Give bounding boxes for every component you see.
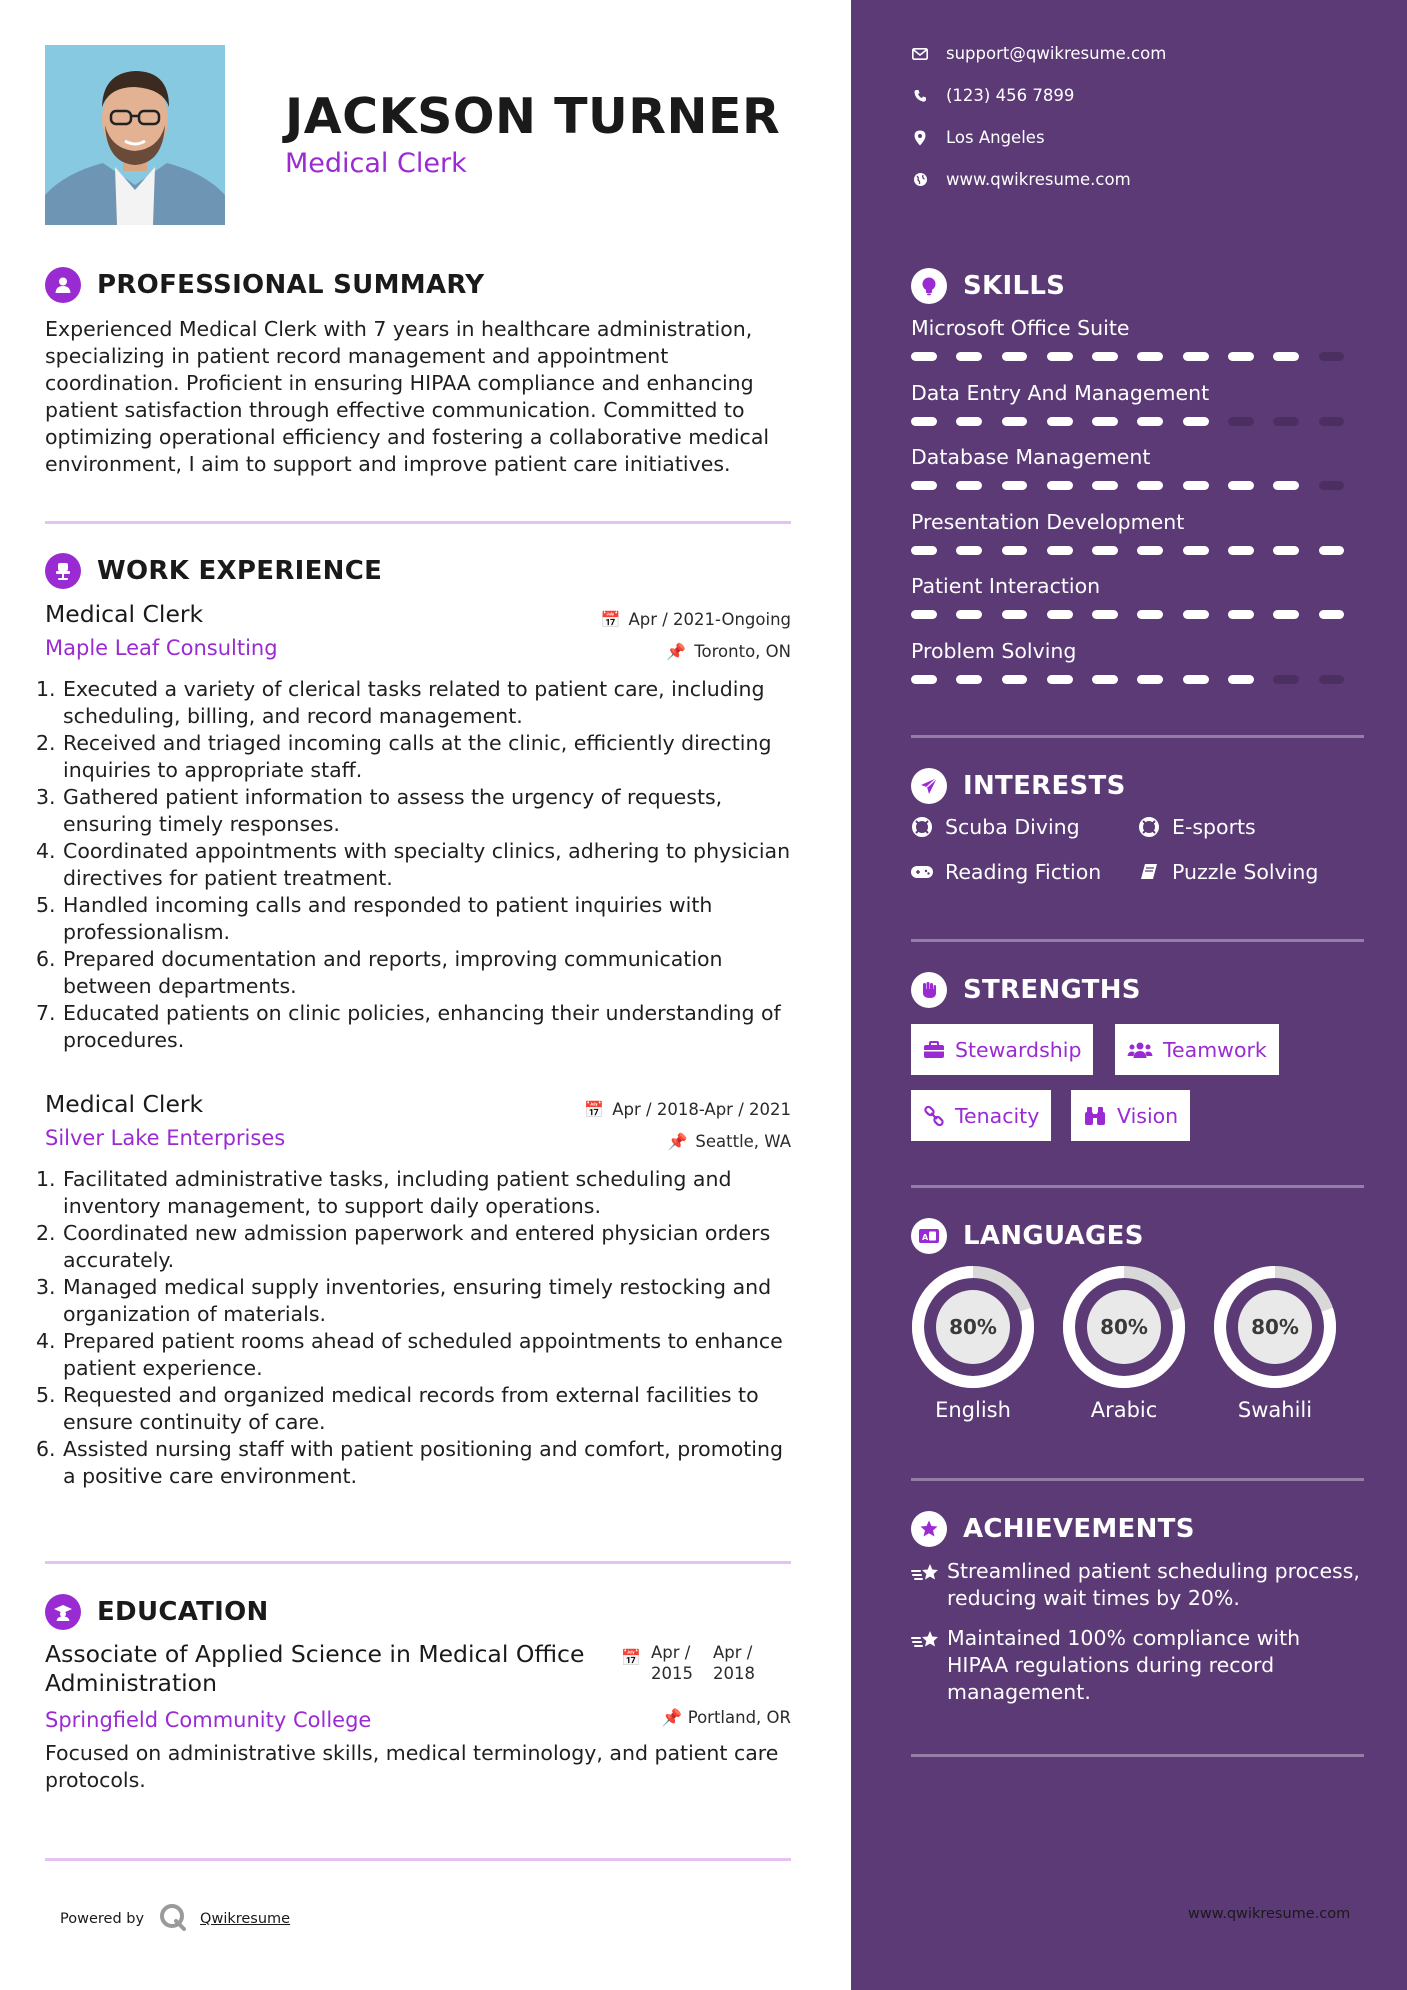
footer-website[interactable]: www.qwikresume.com bbox=[1188, 1906, 1351, 1922]
list-item: 3. Managed medical supply inventories, ensuring timely restocking and organization of materials. bbox=[36, 1275, 772, 1326]
skill-level-dash bbox=[1092, 417, 1118, 426]
list-item: 3. Gathered patient information to assess the urgency of requests, ensuring timely responses. bbox=[36, 785, 723, 836]
skill-level-dash bbox=[1273, 546, 1299, 555]
list-item: 2. Coordinated new admission paperwork and entered physician orders accurately. bbox=[36, 1221, 771, 1272]
skills-title: SKILLS bbox=[963, 271, 1066, 301]
job-title: Medical Clerk bbox=[45, 600, 204, 628]
skill-level-meter bbox=[911, 352, 1364, 361]
skill-level-dash bbox=[1002, 675, 1028, 684]
achievement-text: Streamlined patient scheduling process, reducing wait times by 20%. bbox=[947, 1559, 1360, 1610]
job-location-text: Toronto, ON bbox=[694, 642, 791, 661]
summary-title: PROFESSIONAL SUMMARY bbox=[97, 270, 485, 300]
candidate-name: JACKSON TURNER bbox=[285, 88, 781, 145]
education-description: Focused on administrative skills, medical terminology, and patient care protocols. bbox=[45, 1741, 779, 1792]
strength-badge bbox=[911, 1090, 1051, 1141]
school-name: Springfield Community College bbox=[45, 1708, 372, 1732]
list-item: 2. Received and triaged incoming calls at the clinic, efficiently directing inquiries to appropriate staff. bbox=[36, 731, 772, 782]
skill-level-dash bbox=[1047, 417, 1073, 426]
graduate-icon bbox=[45, 1594, 81, 1630]
skill-level-dash bbox=[1183, 546, 1209, 555]
education-end: Apr / 2018 bbox=[713, 1643, 755, 1683]
skill-level-dash bbox=[1228, 352, 1254, 361]
envelope-icon bbox=[911, 48, 929, 60]
job-entry bbox=[36, 600, 791, 1054]
skill-level-dash bbox=[1183, 675, 1209, 684]
skill-level-dash bbox=[911, 610, 937, 619]
pin-icon: 📌 bbox=[666, 642, 687, 661]
powered-by-text: Powered by bbox=[60, 1911, 145, 1927]
achievement-item bbox=[911, 1625, 1364, 1706]
skill-level-dash bbox=[1092, 610, 1118, 619]
skill-level-dash bbox=[1273, 675, 1299, 684]
skill-level-dash bbox=[1092, 546, 1118, 555]
skill-level-dash bbox=[956, 352, 982, 361]
job-location-text: Seattle, WA bbox=[695, 1132, 791, 1151]
skill-level-dash bbox=[1183, 610, 1209, 619]
paper-plane-icon bbox=[911, 768, 947, 804]
globe-icon bbox=[911, 172, 929, 187]
education-title: EDUCATION bbox=[97, 1597, 269, 1627]
skill-item bbox=[911, 316, 1364, 361]
book-icon bbox=[1136, 862, 1162, 882]
education-location-text: Portland, OR bbox=[687, 1708, 791, 1727]
skill-level-dash bbox=[956, 417, 982, 426]
job-title: Medical Clerk bbox=[45, 1090, 204, 1118]
list-item: 4. Coordinated appointments with specialty clinics, adhering to physician directives for patient treatment. bbox=[36, 839, 791, 890]
skill-item bbox=[911, 574, 1364, 619]
job-dates bbox=[601, 610, 791, 629]
language-ring bbox=[1062, 1265, 1186, 1389]
language-name: English bbox=[935, 1398, 1011, 1422]
strength-badge bbox=[911, 1024, 1093, 1075]
svg-text:A: A bbox=[922, 1233, 929, 1242]
skill-name: Microsoft Office Suite bbox=[911, 316, 1130, 340]
language-ring bbox=[911, 1265, 1035, 1389]
language-item bbox=[1062, 1265, 1186, 1422]
map-marker-icon bbox=[911, 130, 929, 146]
binoculars-icon bbox=[1083, 1106, 1107, 1126]
interest-item bbox=[909, 815, 1080, 839]
job-location bbox=[667, 1132, 791, 1151]
life-ring-icon bbox=[909, 816, 935, 838]
education-start: Apr / 2015 bbox=[651, 1643, 693, 1683]
skill-level-dash bbox=[1137, 610, 1163, 619]
section-divider bbox=[911, 735, 1364, 738]
skill-level-dash bbox=[1092, 352, 1118, 361]
skill-level-dash bbox=[1228, 675, 1254, 684]
skill-level-dash bbox=[1092, 675, 1118, 684]
phone-icon bbox=[911, 89, 929, 103]
section-divider bbox=[911, 1185, 1364, 1188]
skill-level-dash bbox=[1228, 546, 1254, 555]
language-percent: 80% bbox=[1100, 1315, 1148, 1339]
experience-heading bbox=[45, 553, 382, 589]
calendar-icon: 📅 bbox=[621, 1648, 641, 1667]
section-divider bbox=[45, 1561, 791, 1564]
skill-level-dash bbox=[1047, 352, 1073, 361]
job-duties-list bbox=[36, 1166, 791, 1490]
strength-label: Tenacity bbox=[955, 1103, 1040, 1128]
job-duties-list bbox=[36, 676, 791, 1054]
pin-icon: 📌 bbox=[661, 1708, 683, 1727]
achievements-title: ACHIEVEMENTS bbox=[963, 1514, 1195, 1544]
strength-badge bbox=[1071, 1090, 1190, 1141]
skill-level-dash bbox=[1273, 610, 1299, 619]
strength-label: Teamwork bbox=[1163, 1037, 1267, 1062]
qwikresume-link[interactable]: Qwikresume bbox=[200, 1911, 291, 1927]
skill-level-dash bbox=[1319, 417, 1345, 426]
contact-email[interactable] bbox=[911, 44, 1166, 63]
job-entry bbox=[36, 1090, 791, 1490]
language-name: Arabic bbox=[1090, 1398, 1158, 1422]
phone-text: (123) 456 7899 bbox=[946, 86, 1075, 105]
skill-level-dash bbox=[956, 481, 982, 490]
skill-item bbox=[911, 381, 1364, 426]
skill-item bbox=[911, 510, 1364, 555]
user-icon bbox=[45, 267, 81, 303]
summary-text: Experienced Medical Clerk with 7 years in healthcare administration, specializing in patient record management and appointment coordination. Proficient in ensuring HIPAA compliance and enhancing patient satisfaction through effective communication. Committed to optimizing operational efficiency and fostering a collaborative medical environment, I aim to support and improve patient care initiatives. bbox=[45, 317, 770, 476]
skill-level-dash bbox=[911, 675, 937, 684]
skill-level-dash bbox=[1319, 352, 1345, 361]
skill-level-dash bbox=[1002, 481, 1028, 490]
strength-label: Vision bbox=[1117, 1103, 1179, 1128]
chair-icon bbox=[45, 553, 81, 589]
strength-badge bbox=[1115, 1024, 1279, 1075]
experience-title: WORK EXPERIENCE bbox=[97, 556, 383, 586]
education-heading bbox=[45, 1594, 269, 1630]
list-item: 6. Prepared documentation and reports, improving communication between departments. bbox=[36, 947, 723, 998]
job-location bbox=[666, 642, 791, 661]
section-divider bbox=[911, 939, 1364, 942]
skill-level-dash bbox=[1002, 417, 1028, 426]
list-item: 5. Handled incoming calls and responded to patient inquiries with professionalism. bbox=[36, 893, 713, 944]
job-dates-text: Apr / 2021-Ongoing bbox=[628, 610, 791, 629]
strength-label: Stewardship bbox=[955, 1037, 1082, 1062]
list-item: 1. Facilitated administrative tasks, including patient scheduling and inventory management, to support daily operations. bbox=[36, 1167, 732, 1218]
skill-level-dash bbox=[911, 546, 937, 555]
skill-level-dash bbox=[1273, 352, 1299, 361]
skill-level-dash bbox=[1047, 481, 1073, 490]
list-item: 5. Requested and organized medical records from external facilities to ensure continuity of care. bbox=[36, 1383, 759, 1434]
summary-heading bbox=[45, 267, 484, 303]
skill-level-dash bbox=[1137, 352, 1163, 361]
list-item: 4. Prepared patient rooms ahead of scheduled appointments to enhance patient experience. bbox=[36, 1329, 783, 1380]
skill-level-dash bbox=[1047, 675, 1073, 684]
candidate-role: Medical Clerk bbox=[285, 148, 467, 179]
skill-name: Presentation Development bbox=[911, 509, 1185, 534]
skill-name: Patient Interaction bbox=[911, 574, 1101, 598]
skill-level-meter bbox=[911, 675, 1364, 684]
education-entry bbox=[45, 1640, 791, 1794]
skill-level-dash bbox=[1319, 546, 1345, 555]
email-text: support@qwikresume.com bbox=[946, 44, 1167, 63]
contact-location bbox=[911, 128, 1045, 147]
skill-level-dash bbox=[911, 417, 937, 426]
interest-label: Scuba Diving bbox=[945, 815, 1080, 839]
list-item: 1. Executed a variety of clerical tasks related to patient care, including scheduling, billing, and record management. bbox=[36, 677, 765, 728]
interest-item bbox=[909, 860, 1101, 884]
skill-level-dash bbox=[911, 352, 937, 361]
lightbulb-icon bbox=[911, 268, 947, 304]
skill-level-dash bbox=[1319, 610, 1345, 619]
list-item: 7. Educated patients on clinic policies, enhancing their understanding of procedures. bbox=[36, 1001, 781, 1052]
contact-phone[interactable] bbox=[911, 86, 1074, 105]
skill-level-meter bbox=[911, 546, 1364, 555]
star-badge-icon bbox=[911, 1511, 947, 1547]
pin-icon: 📌 bbox=[667, 1132, 688, 1151]
skill-level-dash bbox=[956, 546, 982, 555]
section-divider bbox=[45, 1858, 791, 1861]
skills-heading bbox=[911, 268, 1065, 304]
degree-name: Associate of Applied Science in Medical Office Administration bbox=[45, 1640, 585, 1697]
skill-item bbox=[911, 639, 1364, 684]
section-divider bbox=[45, 521, 791, 524]
languages-title: LANGUAGES bbox=[963, 1221, 1144, 1251]
skill-level-dash bbox=[1047, 546, 1073, 555]
interest-item bbox=[1136, 860, 1318, 884]
calendar-icon: 📅 bbox=[584, 1100, 605, 1119]
skill-level-dash bbox=[1183, 352, 1209, 361]
skill-level-dash bbox=[1002, 546, 1028, 555]
skill-level-dash bbox=[1137, 546, 1163, 555]
interest-label: Puzzle Solving bbox=[1172, 860, 1319, 884]
fist-icon bbox=[911, 972, 947, 1008]
powered-by bbox=[60, 1902, 290, 1936]
skill-level-dash bbox=[1137, 481, 1163, 490]
skill-level-dash bbox=[1047, 610, 1073, 619]
languages-heading bbox=[911, 1218, 1144, 1254]
interest-item bbox=[1136, 815, 1256, 839]
calendar-icon: 📅 bbox=[600, 610, 621, 629]
interests-heading bbox=[911, 768, 1126, 804]
skill-level-dash bbox=[1319, 481, 1345, 490]
skill-level-dash bbox=[1002, 610, 1028, 619]
skill-level-dash bbox=[1002, 352, 1028, 361]
website-text: www.qwikresume.com bbox=[946, 170, 1131, 189]
users-icon bbox=[1127, 1041, 1153, 1059]
education-location bbox=[662, 1708, 791, 1728]
shooting-star-icon bbox=[911, 1629, 947, 1706]
gamepad-icon bbox=[909, 864, 935, 880]
job-dates-text: Apr / 2018-Apr / 2021 bbox=[612, 1100, 791, 1119]
briefcase-icon bbox=[923, 1041, 945, 1059]
skill-level-dash bbox=[1183, 417, 1209, 426]
achievement-item bbox=[911, 1558, 1364, 1612]
language-name: Swahili bbox=[1237, 1398, 1313, 1422]
skill-level-dash bbox=[1228, 481, 1254, 490]
skill-item bbox=[911, 445, 1364, 490]
skill-level-dash bbox=[1273, 417, 1299, 426]
achievements-heading bbox=[911, 1511, 1195, 1547]
strengths-heading bbox=[911, 972, 1141, 1008]
section-divider bbox=[911, 1478, 1364, 1481]
skill-level-meter bbox=[911, 481, 1364, 490]
language-ring bbox=[1213, 1265, 1337, 1389]
skill-level-meter bbox=[911, 417, 1364, 426]
language-percent: 80% bbox=[1251, 1315, 1299, 1339]
contact-website[interactable] bbox=[911, 170, 1131, 189]
skill-level-dash bbox=[1183, 481, 1209, 490]
interests-title: INTERESTS bbox=[963, 771, 1126, 801]
job-company: Maple Leaf Consulting bbox=[45, 636, 278, 660]
language-item bbox=[911, 1265, 1035, 1422]
skill-name: Data Entry And Management bbox=[911, 380, 1210, 405]
life-ring-icon bbox=[1136, 816, 1162, 838]
skill-level-dash bbox=[1092, 481, 1118, 490]
profile-photo bbox=[45, 45, 225, 225]
skill-level-dash bbox=[911, 481, 937, 490]
qwikresume-logo-icon bbox=[158, 1902, 188, 1936]
interest-label: Reading Fiction bbox=[945, 860, 1102, 884]
section-divider bbox=[911, 1754, 1364, 1757]
language-icon bbox=[911, 1218, 947, 1254]
skill-level-dash bbox=[1319, 675, 1345, 684]
interest-label: E-sports bbox=[1172, 815, 1256, 839]
location-text: Los Angeles bbox=[946, 128, 1045, 147]
skill-name: Problem Solving bbox=[911, 638, 1077, 663]
skill-level-dash bbox=[956, 610, 982, 619]
link-icon bbox=[923, 1105, 945, 1127]
skill-level-dash bbox=[1137, 675, 1163, 684]
list-item: 6. Assisted nursing staff with patient positioning and comfort, promoting a positive care environment. bbox=[36, 1437, 783, 1488]
sidebar bbox=[851, 0, 1407, 1990]
language-percent: 80% bbox=[949, 1315, 997, 1339]
education-dates bbox=[621, 1642, 775, 1684]
achievement-text: Maintained 100% compliance with HIPAA regulations during record management. bbox=[947, 1626, 1301, 1704]
job-dates bbox=[584, 1100, 791, 1119]
skill-level-dash bbox=[1228, 417, 1254, 426]
skill-level-dash bbox=[1228, 610, 1254, 619]
skill-level-dash bbox=[956, 675, 982, 684]
language-item bbox=[1213, 1265, 1337, 1422]
skill-level-dash bbox=[1137, 417, 1163, 426]
skill-level-dash bbox=[1273, 481, 1299, 490]
skill-level-meter bbox=[911, 610, 1364, 619]
skill-name: Database Management bbox=[911, 445, 1151, 469]
job-company: Silver Lake Enterprises bbox=[45, 1126, 286, 1150]
shooting-star-icon bbox=[911, 1562, 947, 1612]
strengths-title: STRENGTHS bbox=[963, 975, 1141, 1005]
